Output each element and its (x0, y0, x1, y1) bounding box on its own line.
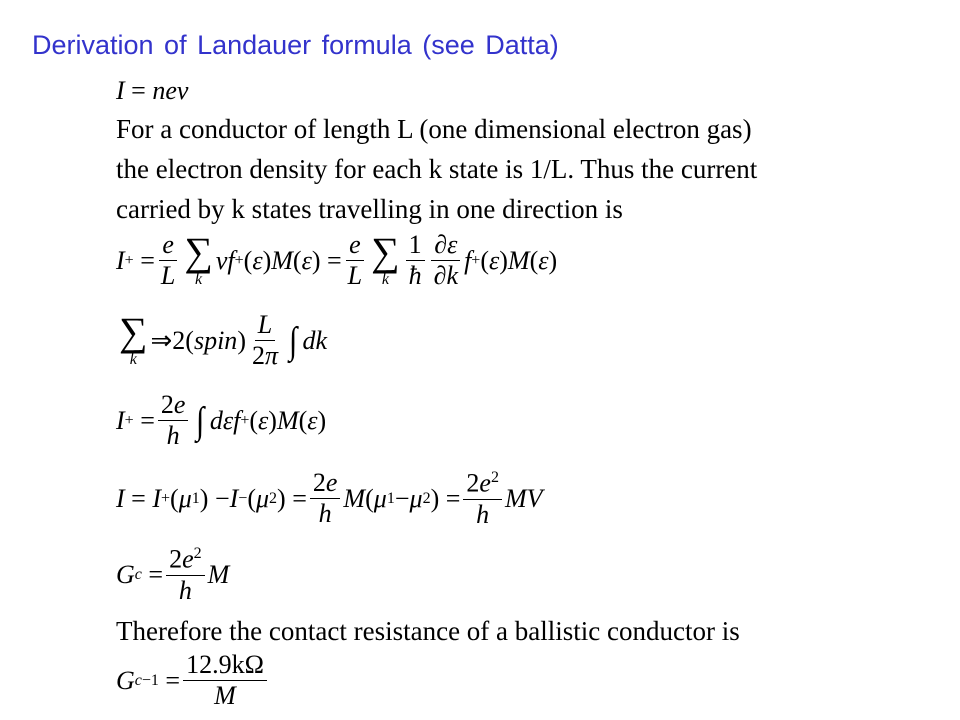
text-line-4: Therefore the contact resistance of a ballistic conductor is (116, 616, 740, 646)
equation-contact-resistance: G c −1 = $\frac{12.9k\Omega}{M}$ (116, 652, 270, 709)
equation-contact-conductance: G c = $\frac{2e^2}{h}$ M (116, 544, 230, 605)
equation-net-current: I = I + ( μ 1 ) − I − ( μ 2 ) = $\frac{2e}{h}$ M ( μ 1 − μ 2 ) = $\frac{2e^2}{h}$ MV (116, 468, 543, 529)
slide-title: Derivation of Landauer formula (see Datta) (32, 30, 559, 60)
equation-current-integral: I + = $\frac{2e}{h}$ ∫ dεf + ( ε ) M ( ε ) (116, 390, 327, 450)
resistance-value: 12.9kΩ (183, 652, 267, 681)
text-line-3: carried by k states travelling in one direction is (116, 194, 623, 224)
text-line-2: the electron density for each k state is 1/L. Thus the current (116, 154, 758, 184)
equation-sum-to-integral: ∑ k ⇒2( spin ) $\frac{L}{2\pi}$ ∫ dk (119, 308, 327, 370)
text-line-1: For a conductor of length L (one dimensional electron gas) (116, 114, 752, 144)
current-definition: I = nev (116, 76, 189, 105)
equation-current-plus: I + = $\frac{e}{L}$ ∑ k vf + ( ε ) M ( ε ) = $\frac{e}{L}$ ∑ k $\frac{1}{ħ}$ $\frac{\partial\varepsilon}{\partial k}$ f + ( ε ) M ( ε ) (116, 228, 558, 290)
